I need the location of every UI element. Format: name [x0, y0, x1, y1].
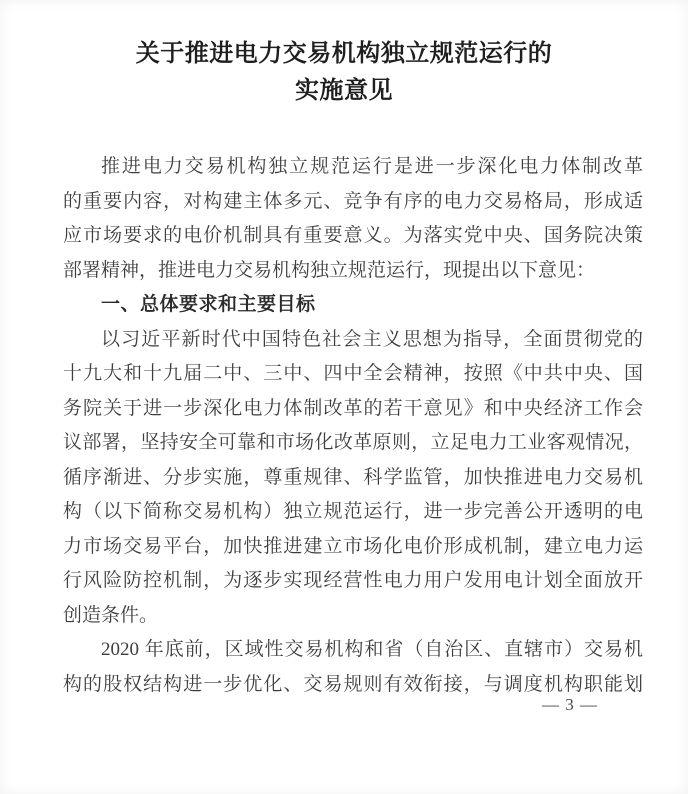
body-line: 创造条件。: [63, 604, 159, 626]
document-body: [63, 150, 643, 702]
body-line: 十九大和十九届二中、三中、四中全会精神，按照《中共中央、国: [63, 363, 643, 384]
document-title: [0, 36, 688, 110]
document-title-line-1: 关于推进电力交易机构独立规范运行的: [135, 41, 553, 67]
body-line: 行风险防控机制，为逐步实现经营性电力用户发用电计划全面放开: [63, 570, 643, 591]
body-line: 务院关于进一步深化电力体制改革的若干意见》和中央经济工作会: [63, 397, 643, 419]
body-line: 部署精神，推进电力交易机构独立规范运行，现提出以下意见：: [63, 259, 596, 281]
body-line: 的重要内容，对构建主体多元、竞争有序的电力交易格局，形成适: [63, 190, 643, 212]
section-heading: 一、总体要求和主要目标: [101, 294, 316, 315]
body-line: 构（以下简称交易机构）独立规范运行，进一步完善公开透明的电: [63, 501, 643, 522]
page-number: — 3 —: [542, 695, 598, 714]
body-line: 以习近平新时代中国特色社会主义思想为指导，全面贯彻党的: [101, 328, 643, 350]
body-line: 循序渐进、分步实施，尊重规律、科学监管，加快推进电力交易机: [63, 466, 643, 488]
body-line: 构的股权结构进一步优化、交易规则有效衔接，与调度机构职能划: [63, 673, 643, 695]
body-line: 应市场要求的电价机制具有重要意义。为落实党中央、国务院决策: [63, 225, 643, 246]
body-line: 力市场交易平台，加快推进建立市场化电价形成机制，建立电力运: [63, 535, 643, 557]
document-title-line-2: 实施意见: [295, 78, 393, 104]
body-line: 推进电力交易机构独立规范运行是进一步深化电力体制改革: [101, 156, 643, 177]
body-line: 议部署，坚持安全可靠和市场化改革原则，立足电力工业客观情况，: [63, 432, 643, 453]
body-line: 2020 年底前，区域性交易机构和省（自治区、直辖市）交易机: [101, 639, 643, 660]
